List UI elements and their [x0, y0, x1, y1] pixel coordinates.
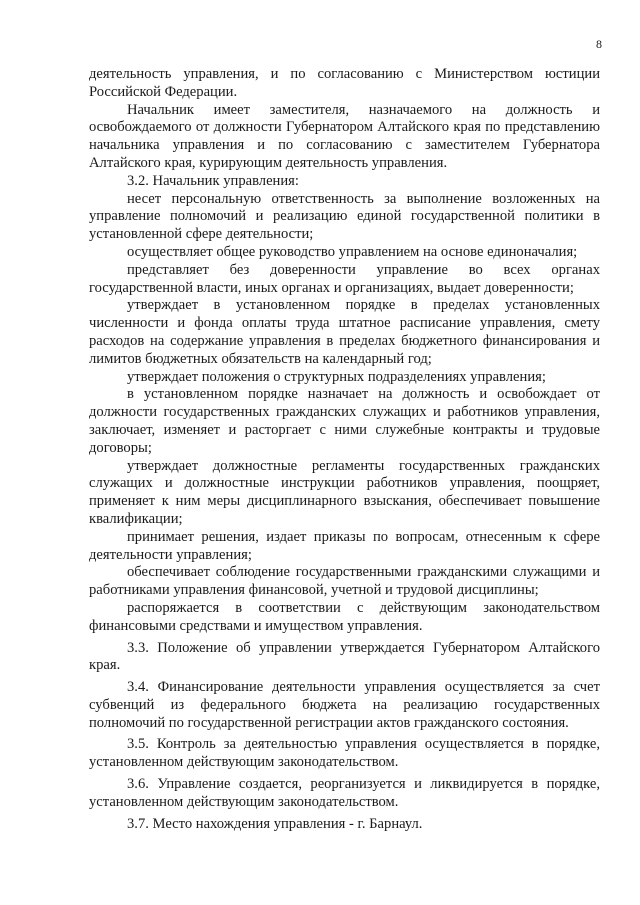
- section-3-3: 3.3. Положение об управлении утверждается Губернатором Алтайского края.: [89, 639, 600, 674]
- section-3-5: 3.5. Контроль за деятельностью управления осуществляется в порядке, установленном действующим законодательством.: [89, 736, 600, 771]
- page-number: 8: [596, 37, 602, 51]
- paragraph-responsibility: несет персональную ответственность за выполнение возложенных на управление полномочий и реализацию единой государственной политики в установленной сфере деятельности;: [89, 190, 600, 243]
- paragraph-finances: распоряжается в соответствии с действующим законодательством финансовыми средствами и имуществом управления.: [89, 599, 600, 634]
- paragraph-appointments: в установленном порядке назначает на должность и освобождает от должности государственных гражданских служащих и работников управления, заключает, изменяет и расторгает с ними служебные контракты и трудовые договоры;: [89, 386, 600, 456]
- paragraph-representation: представляет без доверенности управление во всех органах государственной власти, иных органах и организациях, выдает доверенности;: [89, 261, 600, 296]
- paragraph-subdivisions: утверждает положения о структурных подразделениях управления;: [127, 368, 546, 385]
- paragraph-general-management: осуществляет общее руководство управлением на основе единоначалия;: [127, 243, 578, 260]
- paragraph-deputy: Начальник имеет заместителя, назначаемого на должность и освобождаемого от должности Губернатором Алтайского края по представлению начальника управления и по согласованию с заместителем Губернатора Алтайского края, курирующим деятельность управления.: [89, 101, 600, 171]
- paragraph-decisions: принимает решения, издает приказы по вопросам, отнесенным к сфере деятельности управления;: [89, 528, 600, 563]
- document-body: [89, 66, 600, 833]
- paragraph-continuation: деятельность управления, и по согласованию с Министерством юстиции Российской Федерации.: [89, 66, 600, 100]
- section-3-6: 3.6. Управление создается, реорганизуется и ликвидируется в порядке, установленном действующим законодательством.: [89, 776, 600, 810]
- section-heading-3-2: 3.2. Начальник управления:: [127, 172, 299, 189]
- section-3-7: 3.7. Место нахождения управления - г. Барнаул.: [127, 815, 423, 832]
- section-3-4: 3.4. Финансирование деятельности управления осуществляется за счет субвенций из федерального бюджета на реализацию государственных полномочий по государственной регистрации актов гражданского состояния.: [89, 679, 600, 731]
- paragraph-staffing: утверждает в установленном порядке в пределах установленных численности и фонда оплаты труда штатное расписание управления, смету расходов на содержание управления в пределах бюджетного финансирования и лимитов бюджетных обязательств на календарный год;: [89, 297, 600, 367]
- paragraph-regulations: утверждает должностные регламенты государственных гражданских служащих и должностные инструкции работников управления, поощряет, применяет к ним меры дисциплинарного взыскания, обеспечивает повышение квалификации;: [89, 457, 600, 527]
- paragraph-discipline: обеспечивает соблюдение государственными гражданскими служащими и работниками управления финансовой, учетной и трудовой дисциплины;: [89, 564, 600, 599]
